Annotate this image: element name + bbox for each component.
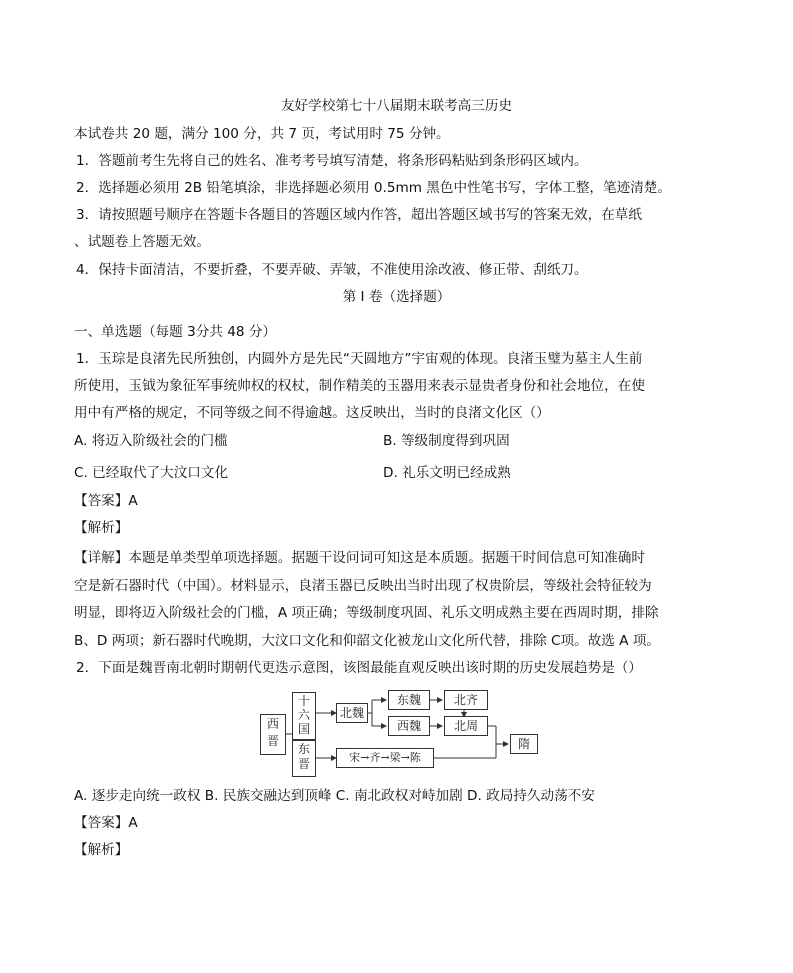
diagram-node-xijin: 西晋 bbox=[260, 714, 286, 755]
q1-detail-line-1: 【详解】本题是单类型单项选择题。据题干设问词可知这是本质题。据题干时间信息可知准确时 bbox=[74, 550, 645, 566]
q1-option-c: C. 已经取代了大汶口文化 bbox=[74, 465, 229, 481]
instruction-4: 4．保持卡面清洁，不要折叠，不要弄破、弄皱，不准使用涂改液、修正带、刮纸刀。 bbox=[76, 262, 588, 278]
instruction-3: 3．请按照题号顺序在答题卡各题目的答题区域内作答，超出答题区域书写的答案无效，在草纸 bbox=[76, 207, 642, 223]
diagram-node-dongjin: 东晋 bbox=[292, 740, 316, 777]
q1-stem-line-1: 1．玉琮是良渚先民所独创，内圆外方是先民“天圆地方”宇宙观的体现。良渚玉璧为墓主人生前 bbox=[76, 351, 643, 367]
q2-answer: 【答案】A bbox=[74, 815, 138, 831]
instruction-3-cont: 、试题卷上答题无效。 bbox=[74, 234, 210, 250]
q1-option-b: B. 等级制度得到巩固 bbox=[383, 433, 510, 449]
diagram-node-beizhou: 北周 bbox=[444, 716, 488, 736]
q1-stem-line-3: 用中有严格的规定，不同等级之间不得逾越。这反映出，当时的良渚文化区（） bbox=[74, 405, 550, 421]
diagram-node-southern-dynasties: 宋→齐→梁→陈 bbox=[336, 748, 434, 768]
diagram-node-xiwei: 西魏 bbox=[388, 716, 430, 736]
diagram-node-beiqi: 北齐 bbox=[444, 690, 488, 710]
diagram-node-dongwei: 东魏 bbox=[388, 690, 430, 710]
q1-detail-line-2: 空是新石器时代（中国）。材料显示，良渚玉器已反映出当时出现了权贵阶层，等级社会特征较为 bbox=[74, 578, 652, 594]
diagram-node-shiliuguo: 十六国 bbox=[292, 692, 316, 740]
page-title: 友好学校第七十八届期末联考高三历史 bbox=[280, 98, 513, 114]
instruction-1: 1．答题前考生先将自己的姓名、准考考号填写清楚，将条形码粘贴到条形码区域内。 bbox=[76, 153, 588, 169]
q2-analysis-label: 【解析】 bbox=[74, 842, 129, 858]
q1-option-d: D. 礼乐文明已经成熟 bbox=[383, 465, 511, 481]
q1-analysis-label: 【解析】 bbox=[74, 520, 129, 536]
diagram-node-sui: 隋 bbox=[510, 734, 538, 754]
q2-stem: 2．下面是魏晋南北朝时期朝代更迭示意图，该图最能直观反映出该时期的历史发展趋势是（） bbox=[76, 660, 642, 676]
part-title: 第 I 卷（选择题） bbox=[342, 289, 451, 305]
exam-intro: 本试卷共 20 题，满分 100 分，共 7 页，考试用时 75 分钟。 bbox=[74, 126, 450, 142]
q1-option-a: A. 将迈入阶级社会的门槛 bbox=[74, 433, 228, 449]
q2-options: A. 逐步走向统一政权 B. 民族交融达到顶峰 C. 南北政权对峙加剧 D. 政局持久动荡不安 bbox=[74, 788, 595, 804]
diagram-node-beiwei: 北魏 bbox=[336, 703, 368, 723]
section-title: 一、单选题（每题 3分共 48 分） bbox=[74, 324, 277, 340]
q1-detail-line-3: 明显，即将迈入阶级社会的门槛，A 项正确；等级制度巩固、礼乐文明成熟主要在西周时期，排除 bbox=[74, 605, 659, 621]
instruction-2: 2．选择题必须用 2B 铅笔填涂，非选择题必须用 0.5mm 黑色中性笔书写，字体工整，笔迹清楚。 bbox=[76, 180, 671, 196]
q1-detail-line-4: B、D 两项；新石器时代晚期，大汶口文化和仰韶文化被龙山文化所代替，排除 C项。故选 A 项。 bbox=[74, 633, 661, 649]
q1-answer: 【答案】A bbox=[74, 493, 138, 509]
q1-stem-line-2: 所使用，玉钺为象征军事统帅权的权杖，制作精美的玉器用来表示显贵者身份和社会地位，在使 bbox=[74, 378, 645, 394]
dynasty-diagram bbox=[258, 688, 538, 780]
